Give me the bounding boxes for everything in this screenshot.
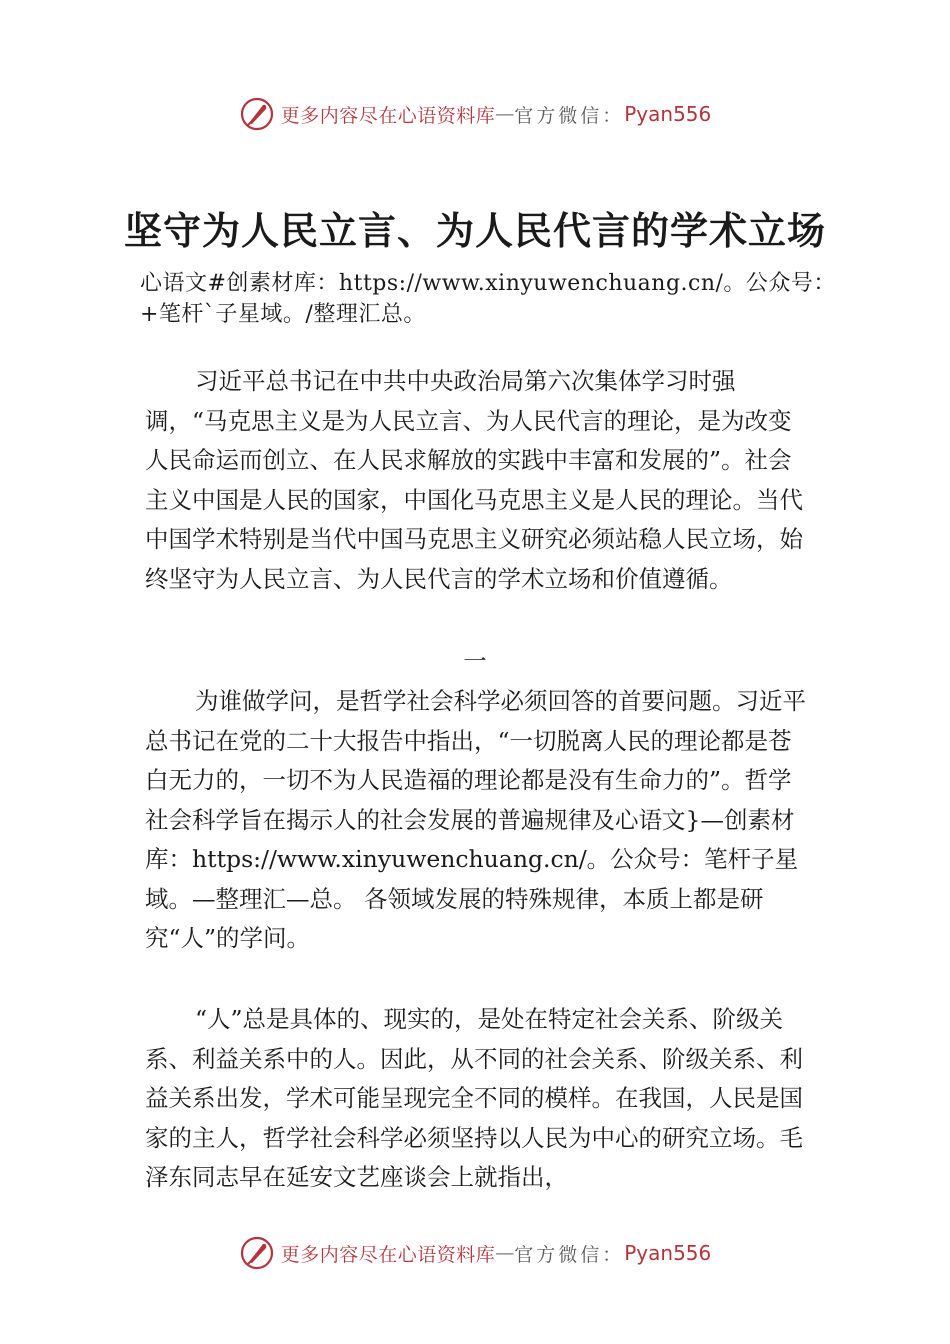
paragraph-3-text: “人”总是具体的、现实的，是处在特定社会关系、阶级关系、利益关系中的人。因此，从不同的社会关系、阶级关系、利益关系出发，学术可能呈现完全不同的模样。在我国，人民是国家的主人，哲学社会科学必须坚持以人民为中心的研究立场。毛泽东同志早在延安文艺座谈会上就指出， [145,1005,803,1191]
paragraph-2 [145,682,810,959]
banner-dash: — [495,1242,515,1264]
source-note: 心语文#创素材库：https://www.xinyuwenchuang.cn/。公众号：+笔杆`子星域。/整理汇总。 [140,271,836,327]
paragraph-1 [145,362,810,599]
banner-wechat-id: Pyan556 [624,102,712,126]
paragraph-1-text: 习近平总书记在中共中央政治局第六次集体学习时强调，“马克思主义是为人民立言、为人民代言的理论，是为改变人民命运而创立、在人民求解放的实践中丰富和发展的”。社会主义中国是人民的国家，中国化马克思主义是人民的理论。当代中国学术特别是当代中国马克思主义研究必须站稳人民立场，始终坚守为人民立言、为人民代言的学术立场和价值遵循。 [145,367,803,593]
banner-promo-text: 更多内容尽在心语资料库 [280,104,496,127]
paragraph-3 [145,1000,810,1198]
article-title: 坚守为人民立言、为人民代言的学术立场 [123,208,826,253]
quill-pen-icon [239,96,275,132]
header-banner [0,92,950,136]
banner-wechat-label: 官方微信： [514,104,625,127]
footer-banner [0,1231,950,1275]
banner-promo-text: 更多内容尽在心语资料库 [280,1243,496,1266]
banner-dash: — [495,103,515,125]
banner-wechat-id: Pyan556 [624,1241,712,1265]
paragraph-2-text: 为谁做学问，是哲学社会科学必须回答的首要问题。习近平总书记在党的二十大报告中指出，“一切脱离人民的理论都是苍白无力的，一切不为人民造福的理论都是没有生命力的”。哲学社会科学旨在揭示人的社会发展的普遍规律及心语文}—创素材库：https://www.xinyuwenchuang.cn/。公众号：笔杆子星域。—整理汇—总。 各领域发展的特殊规律，本质上都是研究“人”的学问。 [145,687,806,952]
section-marker: 一 [463,647,487,675]
quill-pen-icon [239,1235,275,1271]
banner-wechat-label: 官方微信： [514,1243,625,1266]
